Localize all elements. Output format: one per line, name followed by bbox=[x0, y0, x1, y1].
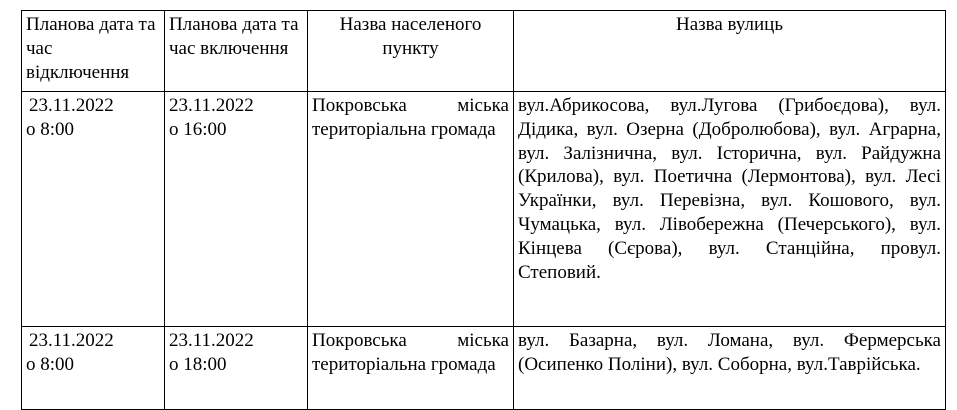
header-settlement: Назва населеного пункту bbox=[308, 11, 514, 92]
settlement-cell: Покровська міська територіальна громада bbox=[308, 92, 514, 327]
off-date: 23.11.2022 bbox=[29, 330, 114, 351]
on-datetime-cell bbox=[165, 327, 308, 410]
table-row bbox=[22, 327, 946, 410]
on-time: о 16:00 bbox=[169, 118, 227, 140]
table-header-row bbox=[22, 11, 946, 92]
header-off-datetime: Планова дата та час відключення bbox=[22, 11, 165, 92]
on-date: 23.11.2022 bbox=[169, 330, 254, 351]
table-row bbox=[22, 92, 946, 327]
off-datetime-cell bbox=[22, 327, 165, 410]
off-time: о 8:00 bbox=[26, 353, 75, 375]
header-on-datetime: Планова дата та час включення bbox=[165, 11, 308, 92]
off-date: 23.11.2022 bbox=[29, 95, 114, 116]
on-datetime-cell bbox=[165, 92, 308, 327]
header-streets: Назва вулиць bbox=[514, 11, 946, 92]
streets-cell: вул.Абрикосова, вул.Лугова (Грибоєдова), вул. Дідика, вул. Озерна (Добролюбова), вул. Аграрна, вул. Залізнична, вул. Історична, вул. Райдужна (Крилова), вул. Поетична (Лермонтова), вул. Лесі Українки, вул. Перевізна, вул. Кошового, вул. Чумацька, вул. Лівобережна (Печерського), вул. Кінцева (Сєрова), вул. Станційна, провул. Степовий. bbox=[514, 92, 946, 327]
off-time: о 8:00 bbox=[26, 118, 75, 140]
outage-schedule-table bbox=[21, 10, 946, 410]
off-datetime-cell bbox=[22, 92, 165, 327]
streets-cell: вул. Базарна, вул. Ломана, вул. Фермерська (Осипенко Поліни), вул. Соборна, вул.Таврійська. bbox=[514, 327, 946, 410]
on-date: 23.11.2022 bbox=[169, 95, 254, 116]
on-time: о 18:00 bbox=[169, 353, 227, 375]
settlement-cell: Покровська міська територіальна громада bbox=[308, 327, 514, 410]
